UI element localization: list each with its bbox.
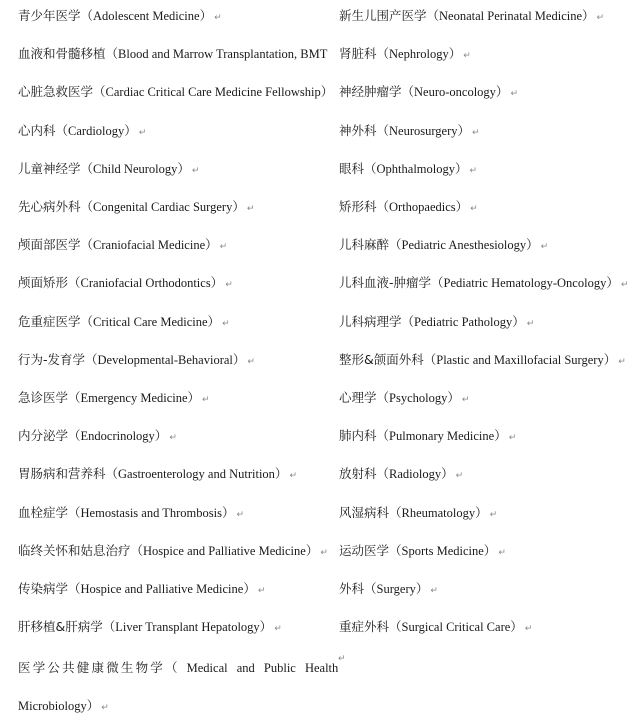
item-zh: 风湿病科: [339, 504, 390, 520]
paragraph-mark-icon: ↵: [461, 395, 470, 405]
list-item: [339, 390, 469, 406]
paragraph-mark-icon: ↵: [430, 586, 438, 596]
item-en: （Critical Care Medicine）: [80, 314, 221, 329]
paragraph-mark-icon: ↵: [472, 127, 480, 138]
paragraph-mark-icon: ↵: [470, 204, 478, 214]
list-item: [339, 8, 604, 24]
item-zh: 危重症医学: [18, 313, 81, 329]
item-zh: 儿科血液-肿瘤学: [339, 275, 432, 291]
paragraph-mark-icon: ↵: [247, 356, 255, 367]
paragraph-mark-icon: ↵: [225, 280, 233, 291]
list-item: [18, 390, 210, 406]
item-en: （Ophthalmology）: [364, 161, 468, 176]
paragraph-mark-icon: ↵: [222, 318, 230, 329]
list-item: [339, 123, 480, 139]
item-en: （Nephrology）: [376, 47, 462, 62]
item-en: （Surgical Critical Care）: [389, 620, 523, 635]
item-en: （Child Neurology）: [80, 161, 190, 176]
paragraph-mark-icon: ↵: [236, 509, 244, 520]
list-item: [18, 543, 328, 559]
item-zh: 传染病学: [18, 581, 69, 596]
paragraph-mark-icon: ↵: [169, 433, 177, 444]
list-item: [18, 8, 222, 24]
paragraph-mark-icon: ↵: [289, 471, 297, 482]
list-item: [339, 466, 463, 482]
list-item: [18, 123, 146, 139]
list-item: [339, 543, 506, 559]
list-item: [18, 352, 255, 368]
paragraph-mark-icon: ↵: [489, 509, 498, 520]
item-en: （Rheumatology）: [389, 505, 488, 520]
item-en: （Surgery）: [364, 582, 429, 596]
list-item: [18, 466, 297, 482]
item-en: （Liver Transplant Hepatology）: [102, 620, 273, 635]
item-en: （Developmental-Behavioral）: [85, 352, 246, 367]
item-zh: 新生儿围产医学: [339, 8, 427, 23]
item-en: （Cardiac Critical Care Medicine Fellowship）: [93, 85, 334, 100]
item-en: （Emergency Medicine）: [68, 391, 201, 405]
paragraph-mark-icon: ↵: [246, 204, 255, 214]
item-en: （Neurosurgery）: [376, 123, 471, 138]
list-item: [339, 84, 518, 100]
list-item: [18, 619, 282, 635]
item-en: （Psychology）: [376, 391, 460, 405]
item-zh: 放射科: [339, 466, 377, 482]
item-zh: 血栓症学: [18, 504, 69, 520]
item-zh: 心脏急救医学: [18, 84, 94, 100]
item-en: （Neuro-oncology）: [401, 85, 509, 100]
item-en: （ Medical and Public Health: [165, 661, 339, 675]
item-zh: 青少年医学: [18, 8, 81, 23]
list-item: [339, 314, 534, 330]
paragraph-mark-icon: ↵: [540, 242, 549, 253]
item-zh: 颅面矫形: [18, 275, 69, 291]
list-item: [18, 161, 199, 177]
paragraph-mark-icon: ↵: [455, 471, 464, 482]
list-item: [18, 199, 254, 215]
item-en-continued: Microbiology）: [18, 699, 100, 713]
item-zh: 矫形科: [339, 199, 377, 214]
paragraph-mark-icon: ↵: [257, 586, 266, 596]
list-item: [339, 237, 548, 253]
item-en: （Pediatric Anesthesiology）: [389, 238, 539, 253]
item-en: （Orthopaedics）: [376, 200, 469, 214]
item-zh: 重症外科: [339, 619, 390, 635]
item-en: （Craniofacial Medicine）: [80, 238, 218, 253]
item-zh: 血液和骨髓移植: [18, 46, 106, 62]
list-item: [18, 84, 333, 100]
paragraph-mark-icon: ↵: [202, 395, 210, 405]
list-item: [18, 275, 233, 291]
item-en: （Hospice and Palliative Medicine）: [68, 582, 256, 596]
item-en: （Pediatric Pathology）: [401, 314, 525, 329]
paragraph-mark-icon: ↵: [498, 547, 506, 558]
list-item: [339, 352, 626, 368]
item-zh: 肾脏科: [339, 46, 377, 62]
item-en: （Hemostasis and Thrombosis）: [68, 505, 235, 520]
list-item: [18, 428, 177, 444]
paragraph-mark-icon: ↵: [620, 280, 629, 291]
list-item-continuation: [18, 696, 109, 712]
paragraph-mark-icon: ↵: [338, 654, 346, 664]
paragraph-mark-icon: ↵: [508, 433, 517, 444]
item-en: （Pulmonary Medicine）: [376, 429, 507, 444]
item-en: （Plastic and Maxillofacial Surgery）: [423, 352, 617, 367]
paragraph-mark-icon: ↵: [463, 51, 471, 62]
list-item: [18, 505, 244, 521]
item-en: （Pediatric Hematology-Oncology）: [431, 276, 619, 291]
paragraph-mark-icon: ↵: [219, 242, 228, 253]
item-zh: 临终关怀和姑息治疗: [18, 542, 131, 558]
list-item: [339, 199, 478, 215]
item-en: （Endocrinology）: [68, 429, 168, 444]
paragraph-mark-icon: ↵: [101, 703, 109, 713]
list-item: [339, 428, 516, 444]
item-zh: 先心病外科: [18, 199, 81, 214]
item-zh: 肺内科: [339, 428, 377, 444]
item-en: （Neonatal Perinatal Medicine）: [426, 9, 595, 23]
list-item: [18, 237, 227, 253]
item-en: （Blood and Marrow Transplantation, BMT: [105, 47, 328, 62]
item-zh: 眼科: [339, 160, 365, 176]
item-en: （Craniofacial Orthodontics）: [68, 276, 224, 291]
item-zh: 心理学: [339, 390, 377, 405]
item-zh: 儿科麻醉: [339, 237, 390, 253]
item-zh: 行为-发育学: [18, 351, 86, 367]
item-zh: 急诊医学: [18, 390, 69, 405]
item-zh: 儿科病理学: [339, 313, 402, 329]
list-item: [339, 505, 497, 521]
paragraph-mark-icon: ↵: [524, 624, 533, 635]
item-en: （Gastroenterology and Nutrition）: [105, 467, 288, 482]
item-zh: 整形&颌面外科: [339, 351, 424, 367]
item-zh: 外科: [339, 581, 365, 596]
item-zh: 儿童神经学: [18, 160, 81, 176]
paragraph-mark-icon: ↵: [596, 13, 605, 23]
paragraph-mark-icon: ↵: [214, 13, 222, 23]
item-en: （Sports Medicine）: [389, 543, 497, 558]
item-en: （Radiology）: [376, 467, 454, 482]
item-zh: 颅面部医学: [18, 237, 81, 253]
list-item: [18, 46, 327, 62]
item-zh: 内分泌学: [18, 428, 69, 444]
item-zh: 肝移植&肝病学: [18, 619, 103, 635]
list-item: [339, 161, 477, 177]
item-en: （Congenital Cardiac Surgery）: [80, 200, 245, 214]
list-item: [18, 314, 230, 330]
paragraph-mark-icon: ↵: [274, 624, 282, 635]
list-item: [339, 275, 628, 291]
item-en: （Cardiology）: [55, 123, 137, 138]
item-zh: 神外科: [339, 122, 377, 138]
list-item: [339, 581, 438, 597]
item-zh: 医学公共健康微生物学: [18, 660, 166, 675]
list-item: [339, 46, 471, 62]
paragraph-mark-icon: ↵: [510, 89, 518, 100]
paragraph-mark-icon: ↵: [138, 127, 147, 138]
item-zh: 运动医学: [339, 542, 390, 558]
paragraph-mark-icon: ↵: [191, 165, 200, 176]
item-zh: 神经肿瘤学: [339, 84, 402, 100]
item-en: （Adolescent Medicine）: [80, 9, 213, 23]
list-item: [339, 619, 532, 635]
list-item-medical-public-health-microbiology: [18, 658, 338, 674]
paragraph-mark-icon: ↵: [526, 318, 535, 329]
item-zh: 心内科: [18, 122, 56, 138]
paragraph-mark-icon: ↵: [618, 356, 626, 367]
list-item: [18, 581, 265, 597]
item-en: （Hospice and Palliative Medicine）: [130, 543, 319, 558]
item-zh: 胃肠病和营养科: [18, 466, 106, 482]
paragraph-mark-icon: ↵: [320, 547, 328, 558]
paragraph-mark-icon: ↵: [469, 165, 478, 176]
